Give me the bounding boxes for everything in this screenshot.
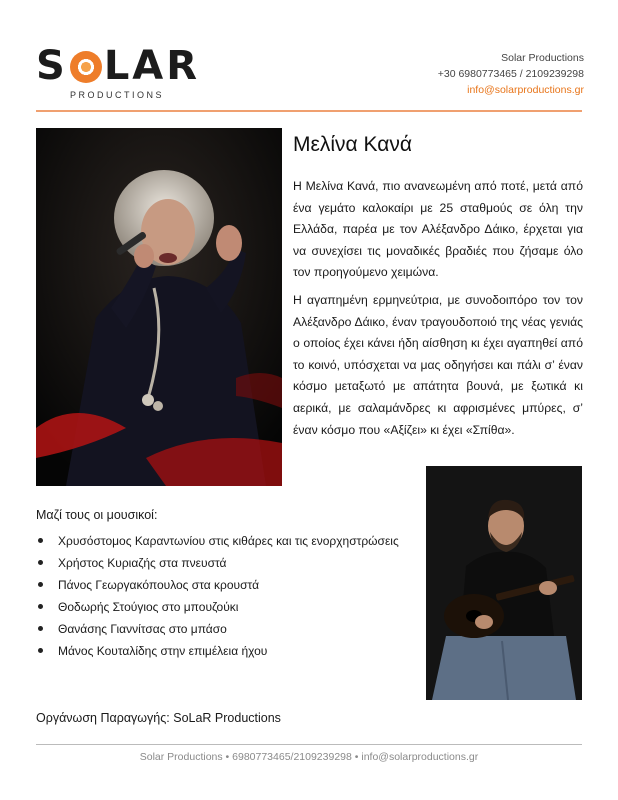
musicians-heading: Μαζί τους οι μουσικοί: [36,508,158,522]
phone-numbers: +30 6980773465 / 2109239298 [437,68,584,80]
email-link[interactable]: info@solarproductions.gr [467,84,584,96]
article-title: Μελίνα Κανά [293,133,413,156]
singer-photo [36,128,282,486]
footer-divider [36,744,582,745]
list-item: Θανάσης Γιαννίτσας στο μπάσο [36,618,399,640]
list-item: Θοδωρής Στούγιος στο μπουζούκι [36,596,399,618]
article-paragraph-2: Η αγαπημένη ερμηνεύτρια, με συνοδοιπόρο τον τον Αλέξανδρο Δάικο, έναν τραγουδοποιό της νέας γενιάς ο οποίος έχει κάνει ήδη αίσθηση κι έχει αγαπηθεί από το κοινό, υπόσχεται να μας οδηγήσει και πάλι σ’ έναν κόσμο μεταξωτό με απάτητα βουνά, με ξωτικά κι αερικά, με σαλαμάνδρες κι αφρισμένες μπύρες, σ’ έναν κόσμο που «Αξίζει» κι έχει «Σπίθα». [293,293,583,437]
list-item: Χρυσόστομος Καραντωνίου στις κιθάρες και τις ενορχηστρώσεις [36,530,399,552]
production-organization: Οργάνωση Παραγωγής: SoLaR Productions [36,711,281,725]
logo-wordmark [36,44,200,88]
list-item: Χρήστος Κυριαζής στα πνευστά [36,552,399,574]
musicians-list [36,530,399,662]
page-footer: Solar Productions • 6980773465/2109239298 • info@solarproductions.gr [139,751,479,763]
header-divider [36,110,582,112]
article-paragraph-1: Η Μελίνα Κανά, πιο ανανεωμένη από ποτέ, μετά από ένα γεμάτο καλοκαίρι με 25 σταθμούς σε όλη την Ελλάδα, παρέα με τον Αλέξανδρο Δάικο, έρχεται για να συνεχίσει τις μοναδικές βραδιές που ζήσαμε όλο τον προηγούμενο χειμώνα. [293,179,583,280]
list-item: Μάνος Κουταλίδης στην επιμέλεια ήχου [36,640,399,662]
logo-subtitle: PRODUCTIONS [70,90,165,100]
company-name: Solar Productions [501,52,584,64]
guitarist-photo [426,466,582,700]
list-item: Πάνος Γεωργακόπουλος στα κρουστά [36,574,399,596]
header-contact [438,50,584,98]
logo-letters-lar: LAR [103,43,201,89]
logo-letter-s: S [36,43,68,89]
solar-logo [36,44,200,100]
sun-icon [70,51,102,83]
